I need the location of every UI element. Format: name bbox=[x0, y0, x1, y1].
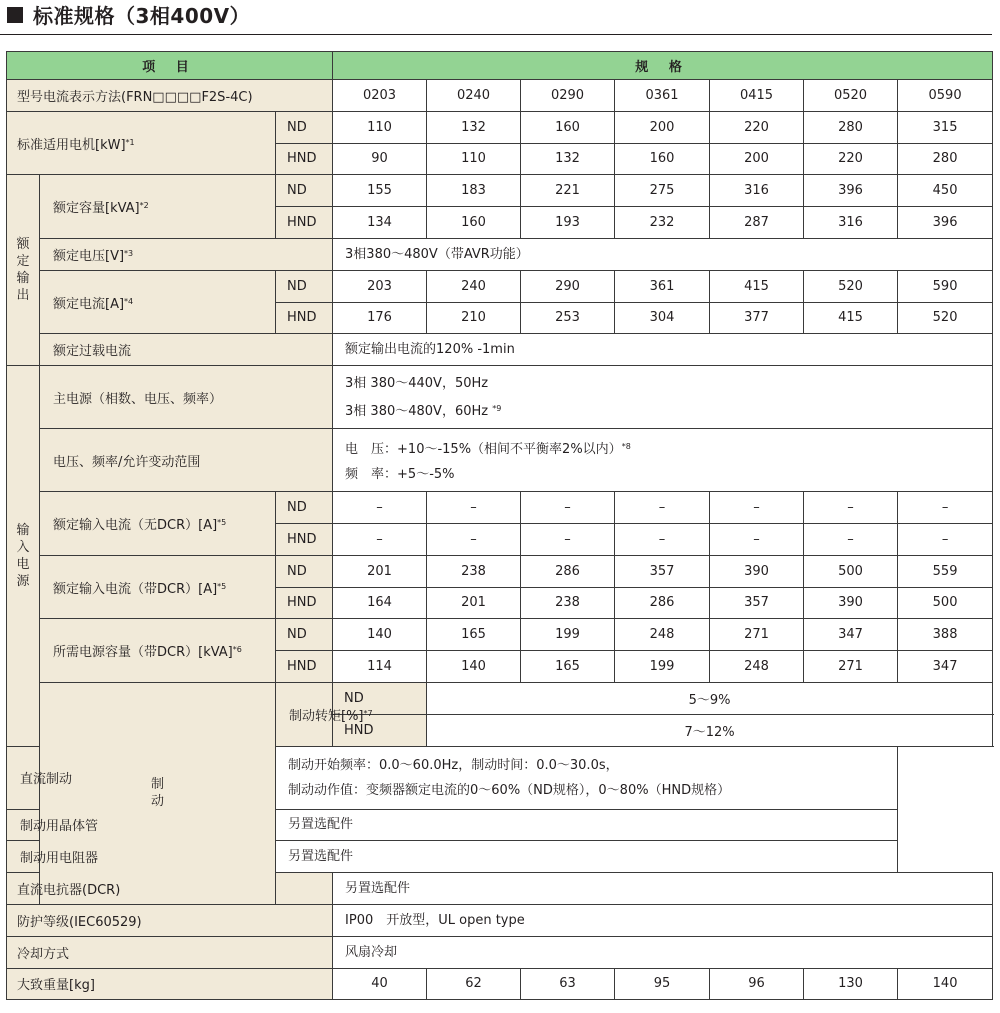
table-cell: 176 bbox=[333, 302, 427, 334]
table-row bbox=[7, 175, 993, 207]
table-cell: 248 bbox=[615, 619, 710, 651]
table-cell: 132 bbox=[427, 111, 521, 143]
group-input: 输入电源 bbox=[7, 366, 40, 746]
table-cell: 377 bbox=[710, 302, 804, 334]
hnd-label: HND bbox=[276, 587, 333, 619]
header-spec: 规 格 bbox=[333, 52, 993, 80]
weight-label: 大致重量[kg] bbox=[7, 968, 333, 1000]
table-cell: 110 bbox=[333, 111, 427, 143]
current-label: 额定电流$[A]^{*4}$ bbox=[40, 270, 276, 334]
table-cell: – bbox=[521, 492, 615, 524]
group-brake: 制动 bbox=[40, 682, 276, 904]
table-row bbox=[7, 682, 993, 714]
input-current-nodcr-label: 额定输入电流（无$DCR)[A]^{*5}$ bbox=[40, 492, 276, 556]
table-cell: 253 bbox=[521, 302, 615, 334]
model-cell: 0590 bbox=[898, 80, 993, 112]
table-cell: 63 bbox=[521, 968, 615, 1000]
protection-label: 防护等级(IEC60529) bbox=[7, 904, 333, 936]
brake-torque-label: 制动转矩[%]$^{*7}$ bbox=[276, 682, 333, 746]
table-cell: 62 bbox=[427, 968, 521, 1000]
table-cell: 200 bbox=[710, 143, 804, 175]
table-cell: 90 bbox=[333, 143, 427, 175]
title-bullet-icon bbox=[7, 7, 23, 23]
table-row bbox=[7, 492, 993, 524]
fluctuation-label: 电压、频率/允许变动范围 bbox=[40, 429, 333, 492]
fluctuation-value: 电 压：+10～-15%（相间不平衡率2%以内）$^{*8}$ 频 率：+5～-5% bbox=[333, 429, 993, 492]
table-cell: 193 bbox=[521, 207, 615, 239]
table-cell: 559 bbox=[898, 555, 993, 587]
table-cell: 160 bbox=[615, 143, 710, 175]
voltage-label: 额定电压$[V]^{*3}$ bbox=[40, 238, 333, 270]
table-cell: 304 bbox=[615, 302, 710, 334]
table-cell: – bbox=[333, 523, 427, 555]
table-cell: 238 bbox=[521, 587, 615, 619]
header-row bbox=[7, 52, 993, 80]
table-cell: 203 bbox=[333, 270, 427, 302]
table-cell: 114 bbox=[333, 651, 427, 683]
table-cell: 287 bbox=[710, 207, 804, 239]
table-cell: 220 bbox=[804, 143, 898, 175]
table-cell: 415 bbox=[804, 302, 898, 334]
table-cell: 280 bbox=[898, 143, 993, 175]
brake-transistor-value: 另置选配件 bbox=[276, 809, 898, 841]
table-cell: 200 bbox=[615, 111, 710, 143]
table-cell: 286 bbox=[521, 555, 615, 587]
table-cell: 132 bbox=[521, 143, 615, 175]
table-cell: 415 bbox=[710, 270, 804, 302]
hnd-label: HND bbox=[276, 523, 333, 555]
table-cell: 361 bbox=[615, 270, 710, 302]
nd-label: ND bbox=[333, 682, 427, 714]
table-row bbox=[7, 334, 993, 366]
model-cell: 0361 bbox=[615, 80, 710, 112]
brake-torque-hnd-value: 7～12% bbox=[427, 714, 993, 746]
table-cell: – bbox=[427, 523, 521, 555]
table-cell: 290 bbox=[521, 270, 615, 302]
overload-value: 额定输出电流的120% -1min bbox=[333, 334, 993, 366]
table-cell: 238 bbox=[427, 555, 521, 587]
table-cell: 183 bbox=[427, 175, 521, 207]
table-cell: 165 bbox=[427, 619, 521, 651]
table-cell: 210 bbox=[427, 302, 521, 334]
table-row bbox=[7, 111, 993, 143]
table-cell: 199 bbox=[521, 619, 615, 651]
table-cell: 164 bbox=[333, 587, 427, 619]
table-cell: – bbox=[804, 492, 898, 524]
table-cell: 155 bbox=[333, 175, 427, 207]
table-cell: 248 bbox=[710, 651, 804, 683]
table-cell: 316 bbox=[710, 175, 804, 207]
table-cell: 40 bbox=[333, 968, 427, 1000]
table-cell: 110 bbox=[427, 143, 521, 175]
table-row bbox=[7, 366, 993, 429]
table-cell: 140 bbox=[427, 651, 521, 683]
brake-torque-nd-value: 5～9% bbox=[427, 682, 993, 714]
table-cell: 357 bbox=[615, 555, 710, 587]
main-power-value: 3相 380～440V，50Hz 3相 380～480V，60Hz $^{*9}$ bbox=[333, 366, 993, 429]
table-row bbox=[7, 809, 993, 841]
motor-label: 标准适用电机[kW]$^{*1}$ bbox=[7, 111, 276, 175]
spec-table bbox=[6, 51, 993, 1000]
model-cell: 0415 bbox=[710, 80, 804, 112]
protection-value: IP00 开放型，UL open type bbox=[333, 904, 993, 936]
table-cell: 390 bbox=[710, 555, 804, 587]
table-row bbox=[7, 429, 993, 492]
table-cell: 271 bbox=[804, 651, 898, 683]
table-cell: 95 bbox=[615, 968, 710, 1000]
nd-label: ND bbox=[276, 619, 333, 651]
brake-resistor-value: 另置选配件 bbox=[276, 841, 898, 873]
model-cell: 0520 bbox=[804, 80, 898, 112]
table-row bbox=[7, 968, 993, 1000]
table-cell: 520 bbox=[804, 270, 898, 302]
table-cell: 271 bbox=[710, 619, 804, 651]
capacity-label: 额定容量[kVA]$^{*2}$ bbox=[40, 175, 276, 239]
table-cell: 232 bbox=[615, 207, 710, 239]
table-cell: – bbox=[710, 492, 804, 524]
main-power-label: 主电源（相数、电压、频率） bbox=[40, 366, 333, 429]
table-cell: – bbox=[615, 492, 710, 524]
table-cell: 347 bbox=[804, 619, 898, 651]
table-row bbox=[7, 904, 993, 936]
table-cell: 140 bbox=[898, 968, 993, 1000]
dcr-value: 另置选配件 bbox=[333, 873, 993, 905]
supply-capacity-label: 所需电源容量（带DCR）[kVA]$^{*6}$ bbox=[40, 619, 276, 683]
header-item: 项 目 bbox=[7, 52, 333, 80]
table-cell: 201 bbox=[333, 555, 427, 587]
table-cell: 240 bbox=[427, 270, 521, 302]
table-cell: 388 bbox=[898, 619, 993, 651]
table-cell: 357 bbox=[710, 587, 804, 619]
table-cell: 130 bbox=[804, 968, 898, 1000]
table-cell: – bbox=[427, 492, 521, 524]
table-cell: 396 bbox=[804, 175, 898, 207]
cooling-label: 冷却方式 bbox=[7, 936, 333, 968]
table-row bbox=[7, 80, 993, 112]
brake-transistor-label: 制动用晶体管 bbox=[7, 809, 276, 841]
group-output: 额定输出 bbox=[7, 175, 40, 366]
table-cell: 450 bbox=[898, 175, 993, 207]
table-cell: – bbox=[615, 523, 710, 555]
model-cell: 0290 bbox=[521, 80, 615, 112]
model-label: 型号电流表示方法(FRN□□□□F2S-4C) bbox=[7, 80, 333, 112]
hnd-label: HND bbox=[276, 207, 333, 239]
table-cell: 140 bbox=[333, 619, 427, 651]
hnd-label: HND bbox=[276, 143, 333, 175]
table-cell: 221 bbox=[521, 175, 615, 207]
table-cell: 316 bbox=[804, 207, 898, 239]
table-cell: 390 bbox=[804, 587, 898, 619]
table-row bbox=[7, 841, 993, 873]
nd-label: ND bbox=[276, 492, 333, 524]
table-row bbox=[7, 238, 993, 270]
table-row bbox=[7, 555, 993, 587]
cooling-value: 风扇冷却 bbox=[333, 936, 993, 968]
table-cell: 286 bbox=[615, 587, 710, 619]
table-cell: 280 bbox=[804, 111, 898, 143]
model-cell: 0203 bbox=[333, 80, 427, 112]
model-cell: 0240 bbox=[427, 80, 521, 112]
table-cell: 96 bbox=[710, 968, 804, 1000]
table-row bbox=[7, 619, 993, 651]
table-cell: – bbox=[521, 523, 615, 555]
table-cell: 275 bbox=[615, 175, 710, 207]
table-cell: 199 bbox=[615, 651, 710, 683]
table-row bbox=[7, 873, 993, 905]
nd-label: ND bbox=[276, 111, 333, 143]
table-cell: 160 bbox=[521, 111, 615, 143]
table-cell: – bbox=[804, 523, 898, 555]
table-cell: 590 bbox=[898, 270, 993, 302]
dcr-label: 直流电抗器(DCR) bbox=[7, 873, 333, 905]
hnd-label: HND bbox=[333, 714, 427, 746]
dc-brake-value: 制动开始频率：0.0～60.0Hz，制动时间：0.0～30.0s， 制动动作值：变频器额定电流的0～60%（ND规格），0～80%（HND规格） bbox=[276, 746, 898, 809]
table-row bbox=[7, 270, 993, 302]
table-cell: – bbox=[333, 492, 427, 524]
table-cell: 500 bbox=[804, 555, 898, 587]
page-title: 标准规格（3相400V） bbox=[33, 4, 251, 28]
hnd-label: HND bbox=[276, 302, 333, 334]
hnd-label: HND bbox=[276, 651, 333, 683]
table-cell: 134 bbox=[333, 207, 427, 239]
nd-label: ND bbox=[276, 175, 333, 207]
table-cell: 160 bbox=[427, 207, 521, 239]
table-cell: 165 bbox=[521, 651, 615, 683]
table-cell: – bbox=[710, 523, 804, 555]
table-cell: 201 bbox=[427, 587, 521, 619]
table-cell: 500 bbox=[898, 587, 993, 619]
dc-brake-label: 直流制动 bbox=[7, 746, 276, 809]
table-cell: 520 bbox=[898, 302, 993, 334]
table-cell: 347 bbox=[898, 651, 993, 683]
table-cell: 220 bbox=[710, 111, 804, 143]
overload-label: 额定过载电流 bbox=[40, 334, 333, 366]
table-cell: – bbox=[898, 523, 993, 555]
table-cell: – bbox=[898, 492, 993, 524]
page-title-bar bbox=[0, 0, 992, 35]
input-current-dcr-label: 额定输入电流（带$DCR)[A]^{*5}$ bbox=[40, 555, 276, 619]
table-row bbox=[7, 936, 993, 968]
voltage-value: 3相380～480V（带AVR功能） bbox=[333, 238, 993, 270]
brake-resistor-label: 制动用电阻器 bbox=[7, 841, 276, 873]
nd-label: ND bbox=[276, 270, 333, 302]
nd-label: ND bbox=[276, 555, 333, 587]
table-cell: 396 bbox=[898, 207, 993, 239]
table-cell: 315 bbox=[898, 111, 993, 143]
